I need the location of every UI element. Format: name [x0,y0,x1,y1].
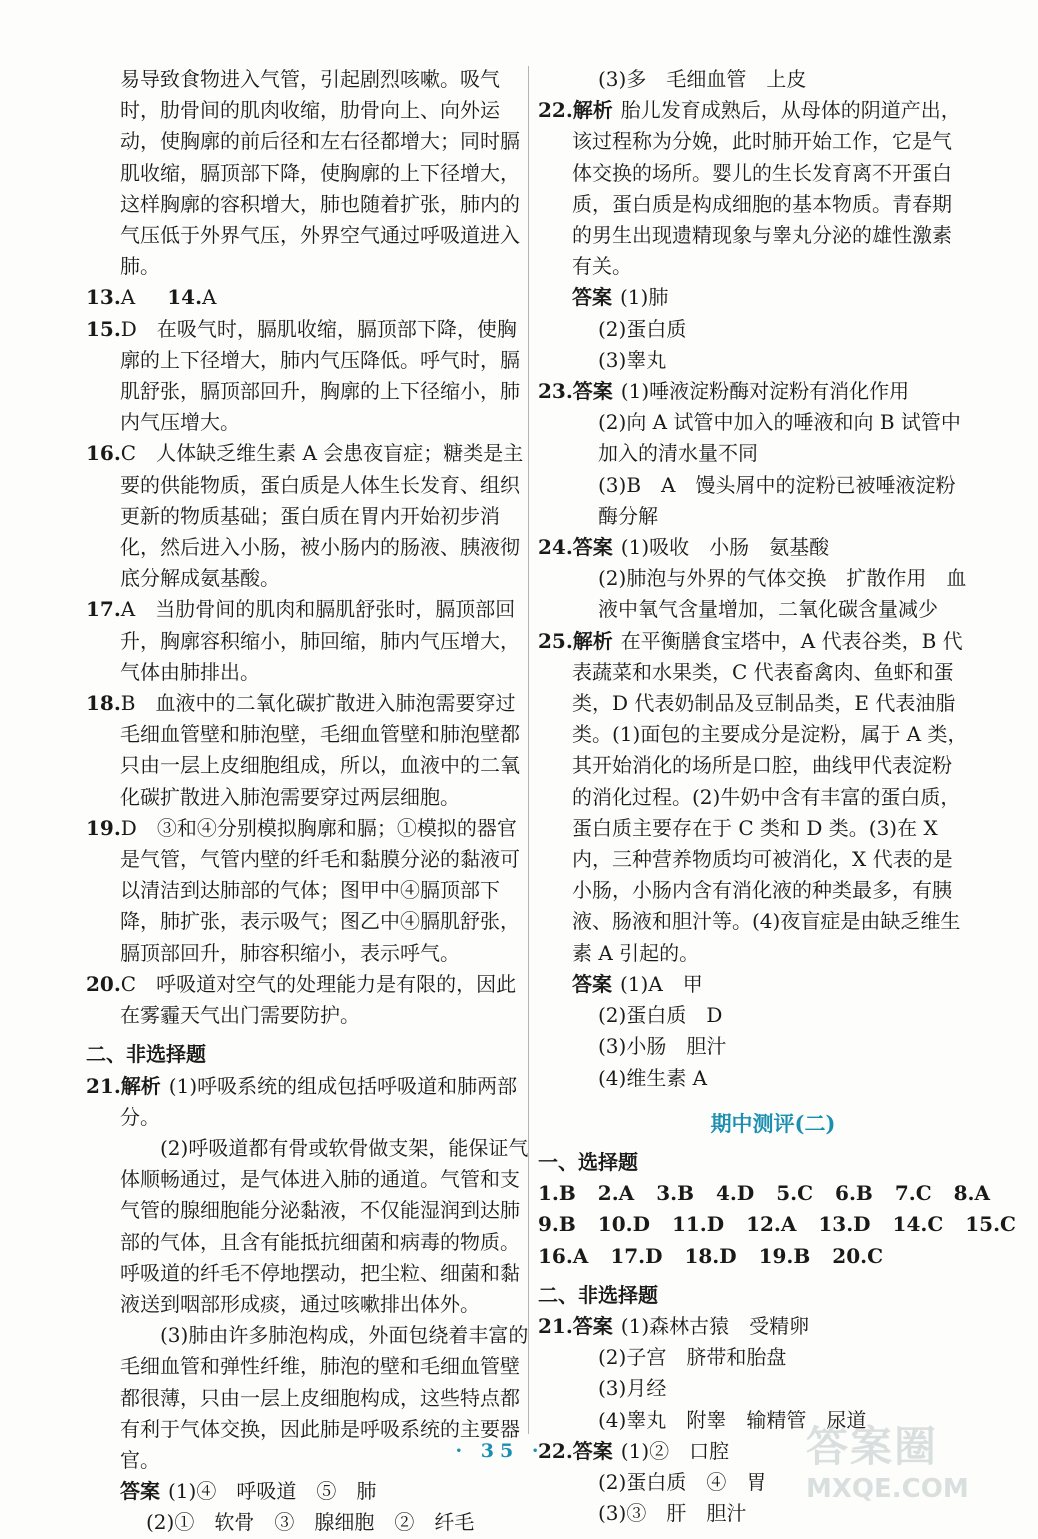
answer-item: 6.B [835,1181,873,1206]
right-paragraph [538,376,968,407]
page-number: · 35 · [455,1440,545,1462]
watermark-url: MXQE.COM [806,1474,969,1504]
right-paragraph [538,1311,968,1342]
left-paragraph [86,64,532,282]
answer-label: 解析 [120,1073,161,1098]
answer-item: 20.C [832,1243,884,1268]
paragraph-text: (3)小肠 胆汁 [598,1034,727,1059]
right-paragraph [538,407,968,469]
paragraph-text: A 当肋骨间的肌肉和膈肌舒张时，膈顶部回升，胸廓容积缩小，肺回缩，肺内气压增大，气体由肺排出。 [120,597,520,684]
right-paragraph [538,1209,1016,1240]
left-paragraph [86,1133,532,1320]
right-paragraph [538,314,968,345]
paragraph-text: (1)A 甲 [620,971,703,996]
paragraph-text: (3)睾丸 [598,347,667,372]
answer-label: 解析 [572,628,613,653]
answer-label: 答案 [572,1313,613,1338]
answer-label: 答案 [572,1438,613,1463]
paragraph-text: B 血液中的二氧化碳扩散进入肺泡需要穿过毛细血管壁和肺泡壁，毛细血管壁和肺泡壁都只由一层上皮细胞组成，所以，血液中的二氧化碳扩散进入肺泡需要穿过两层细胞。 [120,691,520,809]
question-number: 15. [86,316,121,341]
paragraph-text: (3)③ 肝 胆汁 [598,1501,747,1526]
answer-label: 答案 [572,285,612,310]
right-paragraph [538,345,968,376]
paragraph-text: A [120,285,156,310]
paragraph-text: (3)多 毛细血管 上皮 [598,67,807,91]
right-paragraph [538,563,968,625]
paragraph-text: 期中测评(二) [710,1110,836,1136]
paragraph-text: D ③和④分别模拟胸廓和膈；①模拟的器官是气管，气管内壁的纤毛和黏膜分泌的黏液可以清洁到达肺部的气体；图甲中④膈顶部下降，肺扩张，表示吸气；图乙中④膈肌舒张，膈顶部回升，肺容积缩小，表示呼气。 [120,815,520,965]
right-paragraph [538,1031,968,1062]
paragraph-text: (2)呼吸道都有骨或软骨做支架，能保证气体顺畅通过，是气体进入肺的通道。气管和支气管的腺细胞能分泌黏液，不仅能湿润到达肺部的气体，且含有能抵抗细菌和病毒的物质。呼吸道的纤毛不停地摆动，把尘粒、细菌和黏液送到咽部形成痰，通过咳嗽排出体外。 [120,1135,529,1316]
paragraph-text: 二、非选择题 [538,1282,658,1307]
paragraph-text: (2)蛋白质 ④ 胃 [598,1469,767,1494]
paragraph-text: (3)月经 [598,1376,667,1401]
answer-item: 3.B [656,1181,694,1206]
left-paragraph [86,1039,532,1070]
paragraph-text: (1)森林古猿 受精卵 [620,1313,810,1338]
question-number: 23. [538,379,573,404]
left-paragraph [86,969,532,1031]
paragraph-text: (2)蛋白质 D [598,1003,723,1028]
question-number: 19. [86,815,121,840]
question-number: 17. [86,597,121,622]
question-number: 18. [86,691,121,716]
paragraph-text: (1)肺 [620,285,669,310]
question-number: 20. [86,971,121,996]
answer-item: 11.D [671,1212,725,1237]
answer-item: 16.A [538,1243,589,1268]
left-paragraph [86,1071,532,1133]
right-paragraph [538,1373,968,1404]
answer-item: 1.B [538,1181,576,1206]
left-paragraph [86,314,532,439]
left-paragraph [86,438,532,594]
question-number: 16. [86,441,121,466]
paragraph-text: (3)肺由许多肺泡构成，外面包绕着丰富的毛细血管和弹性纤维，肺泡的壁和毛细血管壁都很薄，只由一层上皮细胞构成，这些特点都有利于气体交换，因此肺是呼吸系统的主要器官。 [120,1323,529,1472]
paragraph-text: (3)B A 馒头屑中的淀粉已被唾液淀粉酶分解 [598,472,956,528]
question-number: 13. [86,285,121,310]
paragraph-text: 在平衡膳食宝塔中，A 代表谷类，B 代表蔬菜和水果类，C 代表畜禽肉、鱼虾和蛋类，D 代表奶制品及豆制品类，E 代表油脂类。(1)面包的主要成分是淀粉，属于 A 类，其开始消化的场所是口腔，曲线甲代表淀粉的消化过程。(2)牛奶中含有丰富的蛋白质，蛋白质主要存在于 C 类和 D 类。(3)在 X 内，三种营养物质均可被消化，X 代表的是小肠，小肠内含有消化液的种类最多，有胰液、肠液和胆汁等。(4)夜盲症是由缺乏维生素 A 引起的。 [572,628,968,965]
paragraph-text: 二、非选择题 [86,1042,206,1067]
answer-label: 答案 [572,535,613,560]
right-paragraph [538,969,968,1000]
right-paragraph [538,1063,968,1094]
right-paragraph [538,1280,968,1311]
answer-label: 答案 [120,1479,160,1504]
answer-item: 17.D [610,1243,663,1268]
paragraph-text: (1)唾液淀粉酶对淀粉有消化作用 [620,379,910,404]
left-paragraph [86,688,532,813]
paragraph-text: (1)吸收 小肠 氨基酸 [620,535,830,560]
right-paragraph [538,626,968,969]
paragraph-text: (1)④ 呼吸道 ⑤ 肺 [168,1479,377,1504]
paragraph-text: C 呼吸道对空气的处理能力是有限的，因此在雾霾天气出门需要防护。 [120,971,517,1028]
left-paragraph [86,594,532,688]
answer-item: 2.A [597,1181,635,1206]
paragraph-text: (2)蛋白质 [598,316,687,341]
right-paragraph [538,1178,991,1209]
question-number: 22. [538,98,573,123]
watermark-logo [806,1414,986,1504]
left-paragraph [86,1507,532,1538]
paragraph-text: A [202,285,217,310]
right-paragraph [538,64,968,95]
right-paragraph [538,470,968,532]
paragraph-text: C 人体缺乏维生素 A 会患夜盲症；糖类是主要的供能物质，蛋白质是人体生长发育、组织更新的物质基础；蛋白质在胃内开始初步消化，然后进入小肠，被小肠内的肠液、胰液彻底分解成氨基酸。 [120,441,524,591]
right-paragraph [578,1108,968,1139]
answer-item: 9.B [538,1212,576,1237]
answer-label: 解析 [572,98,613,123]
left-paragraph [86,282,532,313]
column-divider [528,66,529,1434]
right-paragraph [538,532,968,563]
right-column [538,64,1016,1529]
left-paragraph [86,813,532,969]
watermark-logo-text: 答案圈 [806,1422,939,1471]
question-number: 24. [538,535,573,560]
left-paragraph [86,1476,532,1507]
answer-item: 15.C [965,1212,1016,1237]
answer-item: 14.C [892,1212,944,1237]
paragraph-text: D 在吸气时，膈肌收缩，膈顶部下降，使胸廓的上下径增大，肺内气压降低。呼气时，膈肌舒张，膈顶部回升，胸廓的上下径缩小，肺内气压增大。 [120,316,520,435]
answer-item: 19.B [758,1243,811,1268]
question-number: 21. [86,1073,121,1098]
right-paragraph [538,1147,968,1178]
paragraph-text: (2)向 A 试管中加入的唾液和向 B 试管中加入的清水量不同 [598,410,961,466]
answer-item: 10.D [597,1212,650,1237]
paragraph-text: (2)① 软骨 ③ 腺细胞 ② 纤毛 [146,1510,475,1535]
question-number: 21. [538,1313,573,1338]
right-paragraph [538,1000,968,1031]
answer-label: 答案 [572,379,613,404]
paragraph-text: (4)维生素 A [598,1065,708,1090]
answer-item: 7.C [894,1181,932,1206]
paragraph-text: (1)呼吸系统的组成包括呼吸道和肺两部分。 [120,1073,518,1129]
answer-item: 13.D [818,1212,871,1237]
right-paragraph [538,95,968,282]
paragraph-text: (1)② 口腔 [620,1438,730,1463]
answer-item: 12.A [746,1212,797,1237]
paragraph-text: 易导致食物进入气管，引起剧烈咳嗽。吸气时，肋骨间的肌肉收缩，肋骨向上、向外运动，使胸廓的前后径和左右径都增大；同时膈肌收缩，膈顶部下降，使胸廓的上下径增大，这样胸廓的容积增大，肺也随着扩张，肺内的气压低于外界气压，外界空气通过呼吸道进入肺。 [120,67,520,279]
left-column [86,64,532,1539]
paragraph-text: (4)睾丸 附睾 输精管 尿道 [598,1407,867,1432]
paragraph-text: 一、选择题 [538,1149,638,1174]
answer-item: 8.A [953,1181,991,1206]
answer-item: 5.C [776,1181,814,1206]
answer-item: 4.D [716,1181,755,1206]
paragraph-text: (2)肺泡与外界的气体交换 扩散作用 血液中氧气含量增加，二氧化碳含量减少 [598,566,967,622]
answer-item: 18.D [684,1243,737,1268]
right-paragraph [538,1241,968,1272]
paragraph-text: 胎儿发育成熟后，从母体的阴道产出，该过程称为分娩，此时肺开始工作，它是气体交换的场所。婴儿的生长发育离不开蛋白质，蛋白质是构成细胞的基本物质。青春期的男生出现遗精现象与睾丸分泌的雄性激素有关。 [572,98,961,279]
answer-label: 答案 [572,971,612,996]
question-number: 22. [538,1438,573,1463]
question-number: 14. [167,285,203,310]
paragraph-text: (2)子宫 脐带和胎盘 [598,1345,787,1370]
right-paragraph [538,1342,968,1373]
right-paragraph [538,282,968,313]
question-number: 25. [538,628,573,653]
